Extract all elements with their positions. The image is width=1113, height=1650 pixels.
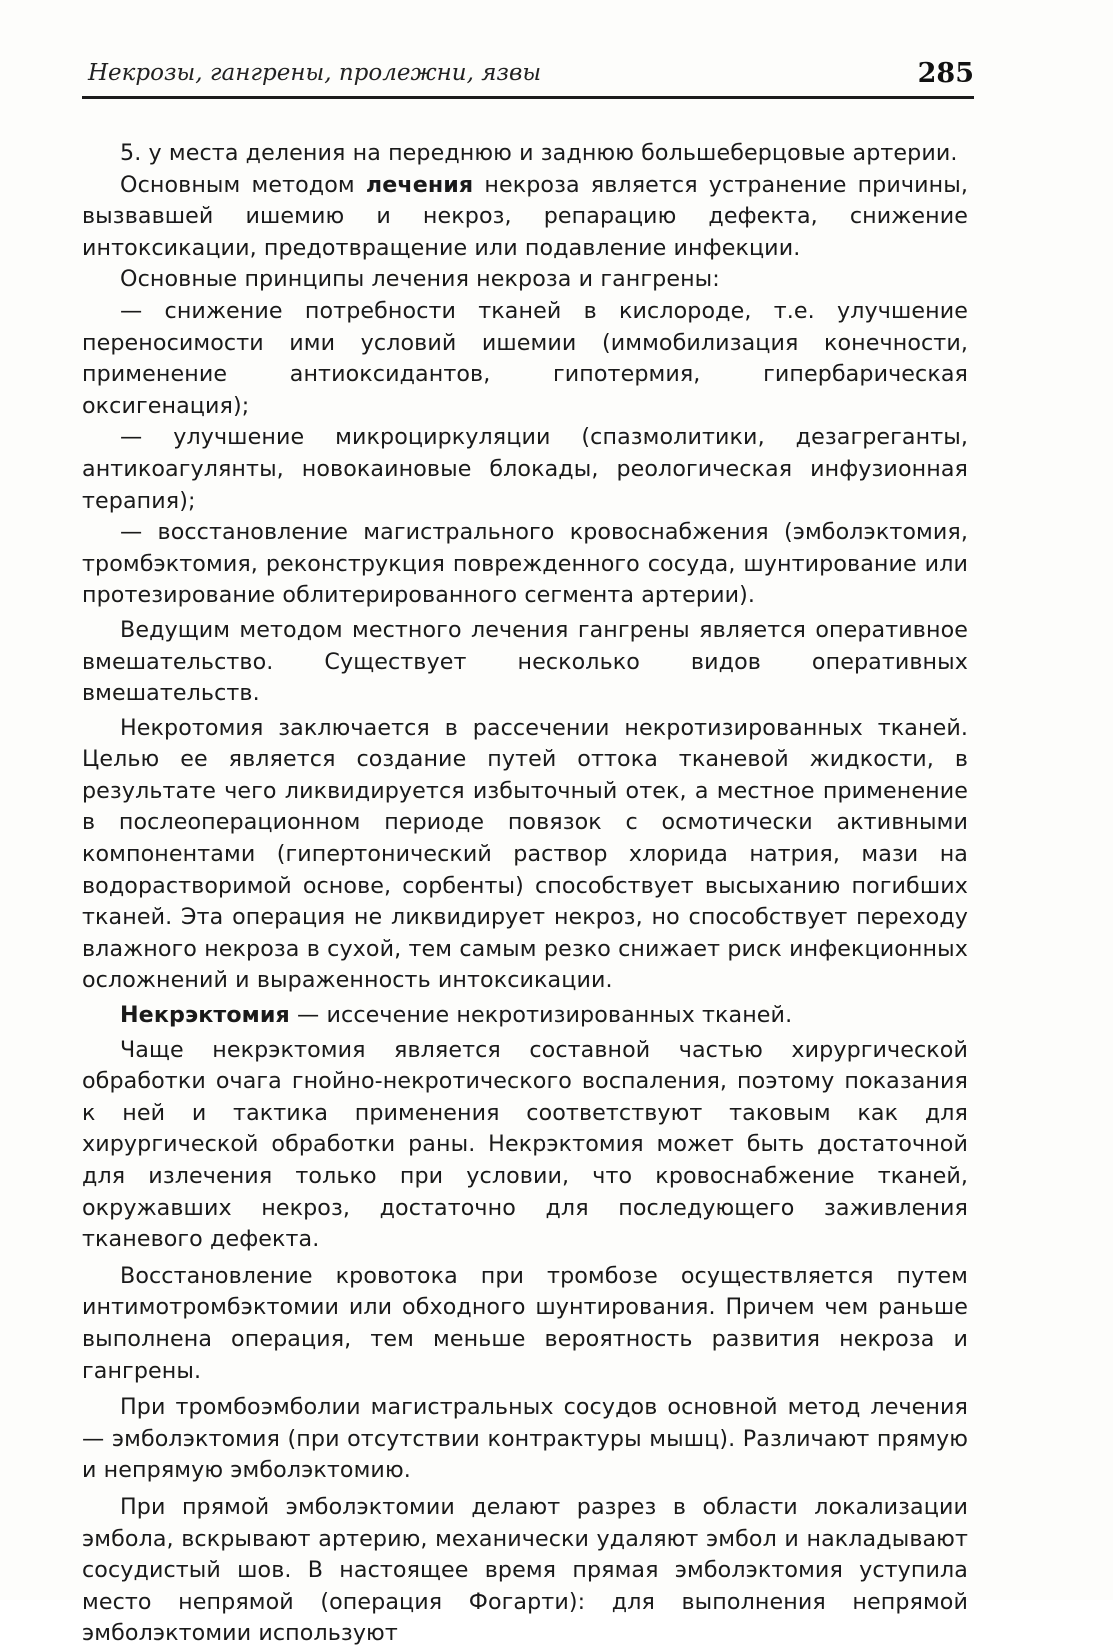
- paragraph-7: [82, 615, 968, 710]
- paragraph-necrectomy-definition: [82, 1000, 968, 1032]
- paragraph-1-text: 5. у места деления на переднюю и заднюю большеберцовые артерии.: [120, 140, 958, 166]
- term-necrectomy: Некрэктомия: [120, 1002, 290, 1029]
- list-item-microcirculation-text: — улучшение микроциркуляции (спазмолитики, дезагреганты, антикоагулянты, новокаиновые блокады, реологическая инфузионная терапия);: [82, 424, 968, 514]
- term-treatment: лечения: [365, 171, 474, 198]
- running-header: [84, 58, 974, 96]
- paragraph-7-text: Ведущим методом местного лечения гангрены является оперативное вмешательство. Существует несколько видов оперативных вмешательств.: [82, 616, 968, 707]
- list-item-blood-supply-text: — восстановление магистрального кровоснабжения (эмболэктомия, тромбэктомия, реконструкция поврежденного сосуда, шунтирование или протезирование облитерированного сегмента артерии).: [82, 519, 968, 609]
- running-title: Некрозы, гангрены, пролежни, язвы: [88, 60, 542, 86]
- paragraph-2-text-end: некроза является устранение причины, вызвавшей ишемию и некроз, репарацию дефекта, снижение интоксикации, предотвращение или подавление инфекции.: [82, 171, 968, 261]
- paragraph-10: [82, 1035, 968, 1256]
- paragraph-12-text: При тромбоэмболии магистральных сосудов основной метод лечения — эмболэктомия (при отсутствии контрактуры мышц). Различают прямую и непрямую эмболэктомию.: [82, 1394, 968, 1484]
- paragraph-necrectomy-definition-text: — иссечение некротизированных тканей.: [289, 1002, 793, 1029]
- page-number: 285: [917, 58, 974, 89]
- paragraph-necrotomy-text: Некротомия заключается в рассечении некротизированных тканей. Целью ее является создание путей оттока тканевой жидкости, в результате чего ликвидируется избыточный отек, а местное применение в послеоперационном периоде повязок с осмотически активными компонентами (гипертонический раствор хлорида натрия, мази на водорастворимой основе, сорбенты) способствует высыханию погибших тканей. Эта операция не ликвидирует некроз, но способствует переходу влажного некроза в сухой, тем самым резко снижает риск инфекционных осложнений и выраженность интоксикации.: [82, 714, 968, 994]
- paragraph-13: [82, 1492, 968, 1650]
- paragraph-2-text-start: Основным методом: [120, 171, 366, 198]
- list-item-oxygen-text: — снижение потребности тканей в кислороде, т.е. улучшение переносимости ими условий ишемии (иммобилизация конечности, применение антиоксидантов, гипотермия, гипербарическая оксигенация);: [82, 297, 968, 419]
- list-item-oxygen: [82, 296, 968, 422]
- paragraph-10-text: Чаще некрэктомия является составной частью хирургической обработки очага гнойно-некротического воспаления, поэтому показания к ней и тактика применения соответствуют таковым как для хирургической обработки раны. Некрэктомия может быть достаточной для излечения только при условии, что кровоснабжение тканей, окружавших некроз, достаточно для последующего заживления тканевого дефекта.: [82, 1036, 968, 1253]
- paragraph-13-text: При прямой эмболэктомии делают разрез в области локализации эмбола, вскрывают артерию, механически удаляют эмбол и накладывают сосудистый шов. В настоящее время прямая эмболэктомия уступила место непрямой (операция Фогарти): для выполнения непрямой эмболэктомии используют: [82, 1493, 968, 1647]
- paragraph-necrotomy: [82, 713, 968, 997]
- paragraph-11-text: Восстановление кровотока при тромбозе осуществляется путем интимотромбэктомии или обходного шунтирования. Причем чем раньше выполнена операция, тем меньше вероятность развития некроза и гангрены.: [82, 1262, 968, 1384]
- paragraph-12: [82, 1392, 968, 1487]
- paragraph-2: [82, 170, 968, 265]
- paragraph-1: [82, 138, 968, 170]
- list-item-microcirculation: [82, 422, 968, 517]
- list-item-blood-supply: [82, 517, 968, 612]
- paragraph-11: [82, 1261, 968, 1387]
- body-text: [82, 138, 968, 1650]
- header-rule: [82, 96, 974, 99]
- paragraph-3: [82, 264, 968, 296]
- paragraph-3-text: Основные принципы лечения некроза и гангрены:: [120, 266, 720, 293]
